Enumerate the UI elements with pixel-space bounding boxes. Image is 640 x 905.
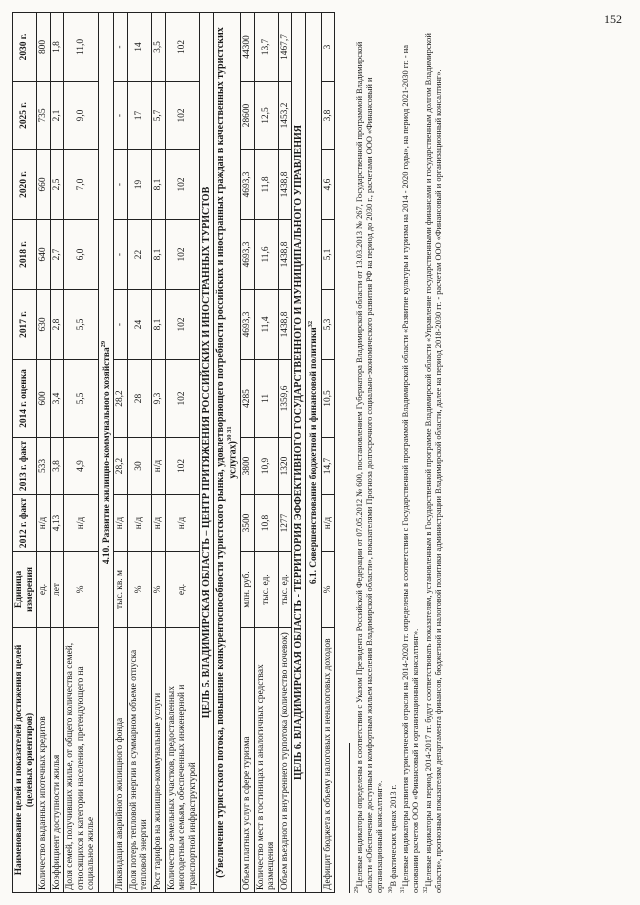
indicator-value: 5,5 [64, 290, 99, 360]
indicator-value: 11,8 [254, 150, 278, 220]
goal-heading [292, 13, 306, 893]
indicator-value: 28 [127, 360, 151, 438]
footnote-ref: 32 [307, 320, 315, 328]
indicator-value: 5,5 [64, 360, 99, 438]
indicator-value: 4693,3 [240, 150, 254, 220]
indicator-name: Рост тарифов на жилищно-коммунальные услуги [151, 628, 165, 893]
indicator-value: 640 [37, 220, 51, 290]
section-heading [98, 13, 114, 893]
heading-text: 6.1. Совершенствование бюджетной и финансовой политики [309, 327, 320, 585]
indicator-value: - [114, 13, 128, 82]
indicator-value: 5,1 [321, 220, 335, 290]
indicator-value: 4,13 [50, 495, 64, 552]
footnote-text: В фактических ценах 2013 г. [388, 784, 398, 887]
goal-heading-row [214, 13, 241, 893]
indicator-value: 102 [165, 438, 200, 495]
indicator-value: 5,7 [151, 82, 165, 150]
indicator-value: 3500 [240, 495, 254, 552]
indicator-value: 4,6 [321, 150, 335, 220]
indicator-unit: тыс. ед. [278, 552, 292, 628]
indicator-value: 102 [165, 82, 200, 150]
footnote-number: 31 [399, 886, 407, 893]
indicator-unit: % [321, 552, 335, 628]
indicator-value: 24 [127, 290, 151, 360]
footnote [422, 25, 444, 893]
indicator-unit: % [151, 552, 165, 628]
indicator-value: 4693,3 [240, 290, 254, 360]
indicator-value: 3800 [240, 438, 254, 495]
indicator-value: - [114, 150, 128, 220]
footnote-text: Целевые индикаторы развития туристической отрасли на 2014-2020 гг. определены в соответствии с Государственной программой Владимирской области «Развитие культуры и туризма на 2014 - 2020 годы», на период 2021-2030 гг. - на основании расчетов ООО «Финансовый и организационный консалтинг». [401, 45, 421, 893]
indicator-unit: % [127, 552, 151, 628]
indicator-value: 14 [127, 13, 151, 82]
indicator-value: 30 [127, 438, 151, 495]
indicator-value: 11 [254, 360, 278, 438]
indicator-value: 2,1 [50, 82, 64, 150]
section-heading [306, 13, 322, 893]
indicator-value: 1,8 [50, 13, 64, 82]
indicator-value: 533 [37, 438, 51, 495]
footnote-number: 30 [386, 886, 394, 893]
indicator-value: н/д [114, 495, 128, 552]
indicator-value: 22 [127, 220, 151, 290]
table-row [50, 13, 64, 893]
indicator-value: 3 [321, 13, 335, 82]
indicator-value: н/д [321, 495, 335, 552]
indicator-name: Объем въездного и внутреннего турпотока (количество ночевок) [278, 628, 292, 893]
indicator-value: 102 [165, 290, 200, 360]
indicator-value: н/д [127, 495, 151, 552]
indicator-unit: млн. руб. [240, 552, 254, 628]
header-name: Наименование целей и показателей достижения целей (целевых ориентиров) [13, 628, 37, 893]
indicator-value: 10,9 [254, 438, 278, 495]
indicator-value: 3,8 [321, 82, 335, 150]
table-row [321, 13, 335, 893]
header-year: 2012 г. факт [13, 495, 37, 552]
indicator-value: 4285 [240, 360, 254, 438]
indicator-value: - [114, 82, 128, 150]
indicator-value: 28,2 [114, 438, 128, 495]
heading-text: ЦЕЛЬ 5. ВЛАДИМИРСКАЯ ОБЛАСТЬ – ЦЕНТР ПРИТЯЖЕНИЯ РОССИЙСКИХ И ИНОСТРАННЫХ ТУРИСТОВ [201, 186, 213, 719]
indicator-value: 28600 [240, 82, 254, 150]
indicator-value: 2,5 [50, 150, 64, 220]
indicator-value: 4693,3 [240, 220, 254, 290]
table-row [151, 13, 165, 893]
indicator-value: 14,7 [321, 438, 335, 495]
indicator-unit: тыс. кв. м [114, 552, 128, 628]
indicator-value: 600 [37, 360, 51, 438]
header-year: 2018 г. [13, 220, 37, 290]
indicator-value: 1467,7 [278, 13, 292, 82]
indicator-value: 12,5 [254, 82, 278, 150]
indicator-name: Количество земельных участков, предоставленных многодетным семьям, обеспеченных инженерной и транспортной инфраструктурой [165, 628, 200, 893]
indicator-value: 1359,6 [278, 360, 292, 438]
section-heading-row [306, 13, 322, 893]
footnote-divider [349, 743, 350, 893]
indicator-value: 19 [127, 150, 151, 220]
indicator-unit: ед. [165, 552, 200, 628]
indicator-value: 9,3 [151, 360, 165, 438]
indicator-value: н/д [151, 495, 165, 552]
indicator-unit: тыс. ед. [254, 552, 278, 628]
indicator-value: 4,9 [64, 438, 99, 495]
header-year: 2014 г. оценка [13, 360, 37, 438]
indicator-name: Количество мест в гостиницах и аналогичных средствах размещения [254, 628, 278, 893]
goal-heading-row [200, 13, 214, 893]
indicator-value: 102 [165, 13, 200, 82]
indicator-value: 44300 [240, 13, 254, 82]
footnote [353, 25, 385, 893]
header-unit: Единица измерения [13, 552, 37, 628]
indicator-unit: % [64, 552, 99, 628]
indicator-value: 3,4 [50, 360, 64, 438]
indicator-value: 11,4 [254, 290, 278, 360]
heading-text: (Увеличение туристского потока, повышение конкурентоспособности туристского рынка, удовлетворяющего потребности российских и иностранных граждан в качественных туристских услугах) [215, 27, 239, 878]
indicator-value: 1438,8 [278, 150, 292, 220]
table-body [37, 13, 335, 893]
header-year: 2020 г. [13, 150, 37, 220]
indicator-value: 17 [127, 82, 151, 150]
indicator-value: 735 [37, 82, 51, 150]
table-row [64, 13, 99, 893]
footnote [387, 25, 399, 893]
indicator-value: н/д [165, 495, 200, 552]
table-row [114, 13, 128, 893]
indicator-value: 630 [37, 290, 51, 360]
footnote-number: 29 [353, 886, 361, 893]
indicator-value: 13,7 [254, 13, 278, 82]
footnote-number: 32 [422, 886, 430, 893]
indicator-name: Коэффициент доступности жилья [50, 628, 64, 893]
table-row [278, 13, 292, 893]
indicator-value: 2,8 [50, 290, 64, 360]
indicator-value: 102 [165, 360, 200, 438]
indicator-value: 1453,2 [278, 82, 292, 150]
indicator-value: 1438,8 [278, 220, 292, 290]
indicator-value: - [114, 290, 128, 360]
indicator-value: 7,0 [64, 150, 99, 220]
indicator-name: Объем платных услуг в сфере туризма [240, 628, 254, 893]
indicator-unit: лет [50, 552, 64, 628]
indicator-value: 8,1 [151, 150, 165, 220]
indicator-value: н/д [151, 438, 165, 495]
goal-heading [214, 13, 241, 893]
indicator-value: 11,6 [254, 220, 278, 290]
indicator-value: н/д [37, 495, 51, 552]
indicator-value: 1277 [278, 495, 292, 552]
indicator-value: 3,8 [50, 438, 64, 495]
footnote-ref: 30 31 [226, 426, 234, 441]
heading-text: ЦЕЛЬ 6. ВЛАДИМИРСКАЯ ОБЛАСТЬ - ТЕРРИТОРИЯ ЭФФЕКТИВНОГО ГОСУДАРСТВЕННОГО И МУНИЦИПАЛЬНОГО УПРАВЛЕНИЯ [293, 124, 305, 781]
indicator-value: 6,0 [64, 220, 99, 290]
table-row [165, 13, 200, 893]
indicator-value: 8,1 [151, 220, 165, 290]
table-row [127, 13, 151, 893]
goal-heading [200, 13, 214, 893]
indicator-name: Количество выданных ипотечных кредитов [37, 628, 51, 893]
heading-text: 4.10. Развитие жилищно-коммунального хозяйства [101, 347, 112, 565]
table-row [240, 13, 254, 893]
rotated-content [12, 13, 632, 893]
indicator-name: Доля семей, получивших жилье, от общего количества семей, относящихся к категории населения, претендующего на социальное жилье [64, 628, 99, 893]
header-year: 2017 г. [13, 290, 37, 360]
indicator-name: Ликвидация аварийного жилищного фонда [114, 628, 128, 893]
header-year: 2025 г. [13, 82, 37, 150]
indicator-value: н/д [64, 495, 99, 552]
indicator-value: 10,8 [254, 495, 278, 552]
indicator-value: 28,2 [114, 360, 128, 438]
indicator-value: 2,7 [50, 220, 64, 290]
footnote-text: Целевые индикаторы на период 2014-2017 гг. будут соответствовать показателям, установленным в Государственной программе Владимирской области «Управление государственными финансами и государственным долгом Владимирской области», прогнозным показателям департамента финансов, бюджетной и налоговой политики администрации Владимирской области, далее на период 2018-2030 гг. - расчетам ООО «Финансовый и организационный консалтинг». [424, 33, 444, 893]
indicator-value: 1438,8 [278, 290, 292, 360]
indicator-value: 102 [165, 220, 200, 290]
indicators-table [12, 12, 335, 893]
indicator-value: 8,1 [151, 290, 165, 360]
indicator-value: - [114, 220, 128, 290]
footnotes [349, 25, 444, 893]
table-row [254, 13, 278, 893]
indicator-value: 1320 [278, 438, 292, 495]
indicator-value: 9,0 [64, 82, 99, 150]
footnote-ref: 29 [99, 340, 107, 348]
indicator-value: 660 [37, 150, 51, 220]
footnote [399, 25, 421, 893]
footnote-text: Целевые индикаторы определены в соответствии с Указом Президента Российской Федерации от 07.05.2012 № 600, постановлением Губернатора Владимирской области от 13.03.2013 № 267, Государственной программой Владимирской области «Обеспечение доступным и комфортным жильем населения Владимирской области», показателями Прогноза долгосрочного социально-экономического развития РФ на период до 2030 г., расчетами ООО «Финансовый и организационный консалтинг». [355, 41, 385, 893]
table-row [37, 13, 51, 893]
page-number: 152 [604, 12, 622, 26]
indicator-unit: ед. [37, 552, 51, 628]
section-heading-row [98, 13, 114, 893]
header-year: 2013 г. факт [13, 438, 37, 495]
indicator-value: 102 [165, 150, 200, 220]
indicator-name: Дефицит бюджета к объему налоговых и неналоговых доходов [321, 628, 335, 893]
indicator-value: 3,5 [151, 13, 165, 82]
goal-heading-row [292, 13, 306, 893]
indicator-value: 5,3 [321, 290, 335, 360]
header-row [13, 13, 37, 893]
indicator-value: 10,5 [321, 360, 335, 438]
indicator-value: 11,0 [64, 13, 99, 82]
indicator-value: 800 [37, 13, 51, 82]
indicator-name: Доля потерь тепловой энергии в суммарном объеме отпуска тепловой энергии [127, 628, 151, 893]
header-year: 2030 г. [13, 13, 37, 82]
